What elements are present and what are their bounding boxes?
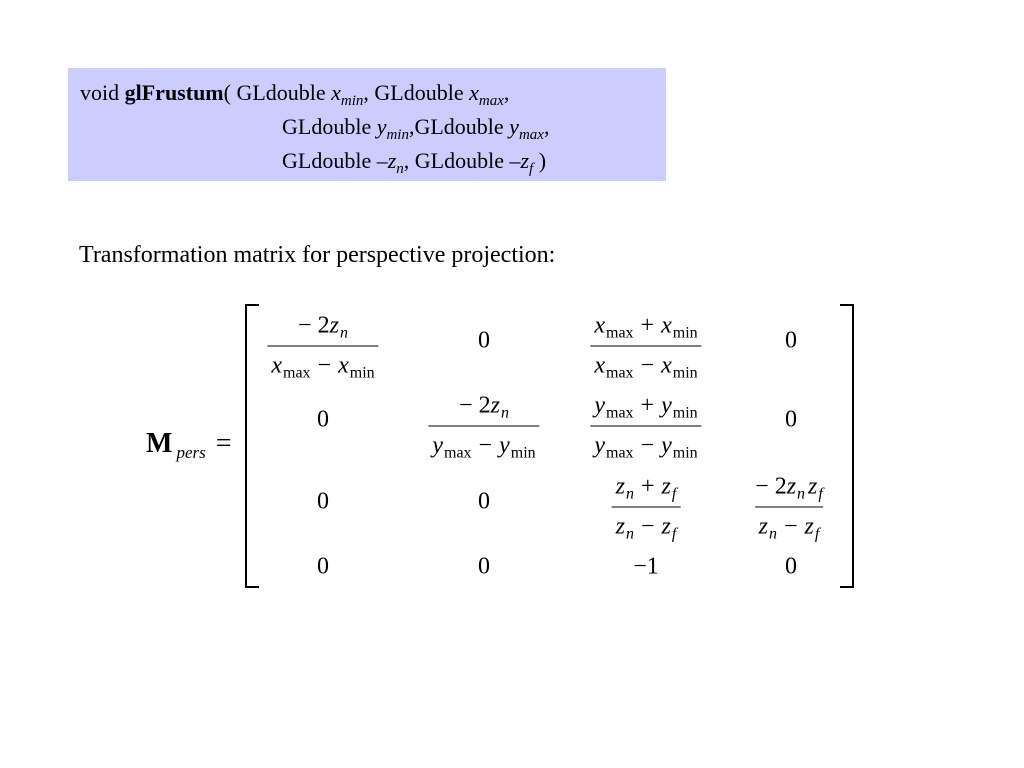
type-token: GLdouble xyxy=(414,148,504,173)
matrix-cell-r4c3: −1 xyxy=(633,553,659,580)
function-name: glFrustum xyxy=(124,80,224,105)
matrix-cell-r4c4: 0 xyxy=(785,553,797,580)
matrix-cell-r3c3: $\frac{z_n + z_f}{z_n - z_f}$ xyxy=(612,474,681,541)
void-keyword: void xyxy=(80,80,120,105)
matrix-caption: Transformation matrix for perspective projection: xyxy=(79,242,556,268)
matrix-cell-r4c2: 0 xyxy=(478,553,490,580)
type-token: GLdouble xyxy=(282,148,372,173)
param-ymax: $y_{max}$ xyxy=(509,114,544,143)
param-neg-zn: $-z_n$ xyxy=(376,148,404,177)
matrix-cell-r1c1: − $2z_n$ $x_{max} - x_{min}$ xyxy=(267,313,378,380)
close-paren: ) xyxy=(538,148,547,173)
matrix-cell-r3c1: 0 xyxy=(317,488,329,515)
matrix-cell-r2c4: 0 xyxy=(785,406,797,433)
matrix-cell-r1c4: 0 xyxy=(785,327,797,354)
equals-sign: = xyxy=(215,428,232,459)
left-bracket xyxy=(245,304,259,588)
type-token: GLdouble xyxy=(282,114,372,139)
matrix-subscript: pers xyxy=(176,443,206,462)
type-token: GLdouble xyxy=(236,80,326,105)
param-ymin: $y_{min}$ xyxy=(376,114,409,143)
matrix-cell-r2c1: 0 xyxy=(317,406,329,433)
matrix-cell-r1c3: $x_{max} + x_{min}$ $x_{max} - x_{min}$ xyxy=(590,313,701,380)
function-signature-box xyxy=(68,68,666,181)
param-neg-zf: $-z_f$ xyxy=(509,148,534,177)
matrix-cell-r3c2: 0 xyxy=(478,488,490,515)
signature-line-1: void glFrustum( GLdouble $x_{min}$, GLdouble $x_{max}$, xyxy=(80,80,510,109)
matrix-symbol: M xyxy=(146,428,173,459)
param-xmax: $x_{max}$ xyxy=(469,80,504,109)
signature-line-2: GLdouble $y_{min},GLdouble$ $y_{max}$, xyxy=(282,114,550,143)
open-paren: ( xyxy=(223,80,231,105)
right-bracket xyxy=(840,304,854,588)
matrix-cell-r1c2: 0 xyxy=(478,327,490,354)
type-token: GLdouble xyxy=(414,114,504,139)
matrix-cell-r4c1: 0 xyxy=(317,553,329,580)
matrix-cell-r2c3: $y_{max} + y_{min}$ $y_{max} - y_{min}$ xyxy=(590,393,701,460)
matrix-cell-r2c2: − $2z_n$ $y_{max} - y_{min}$ xyxy=(428,393,539,460)
param-xmin: $x_{min}$ xyxy=(331,80,364,109)
type-token: GLdouble xyxy=(374,80,464,105)
matrix-label xyxy=(146,428,232,460)
signature-line-3: GLdouble $-z_n$, GLdouble $-z_f$ ) xyxy=(282,148,547,177)
matrix-cell-r3c4: − $2z_n$ $z_f$ $z_n - z_f$ xyxy=(755,473,823,543)
